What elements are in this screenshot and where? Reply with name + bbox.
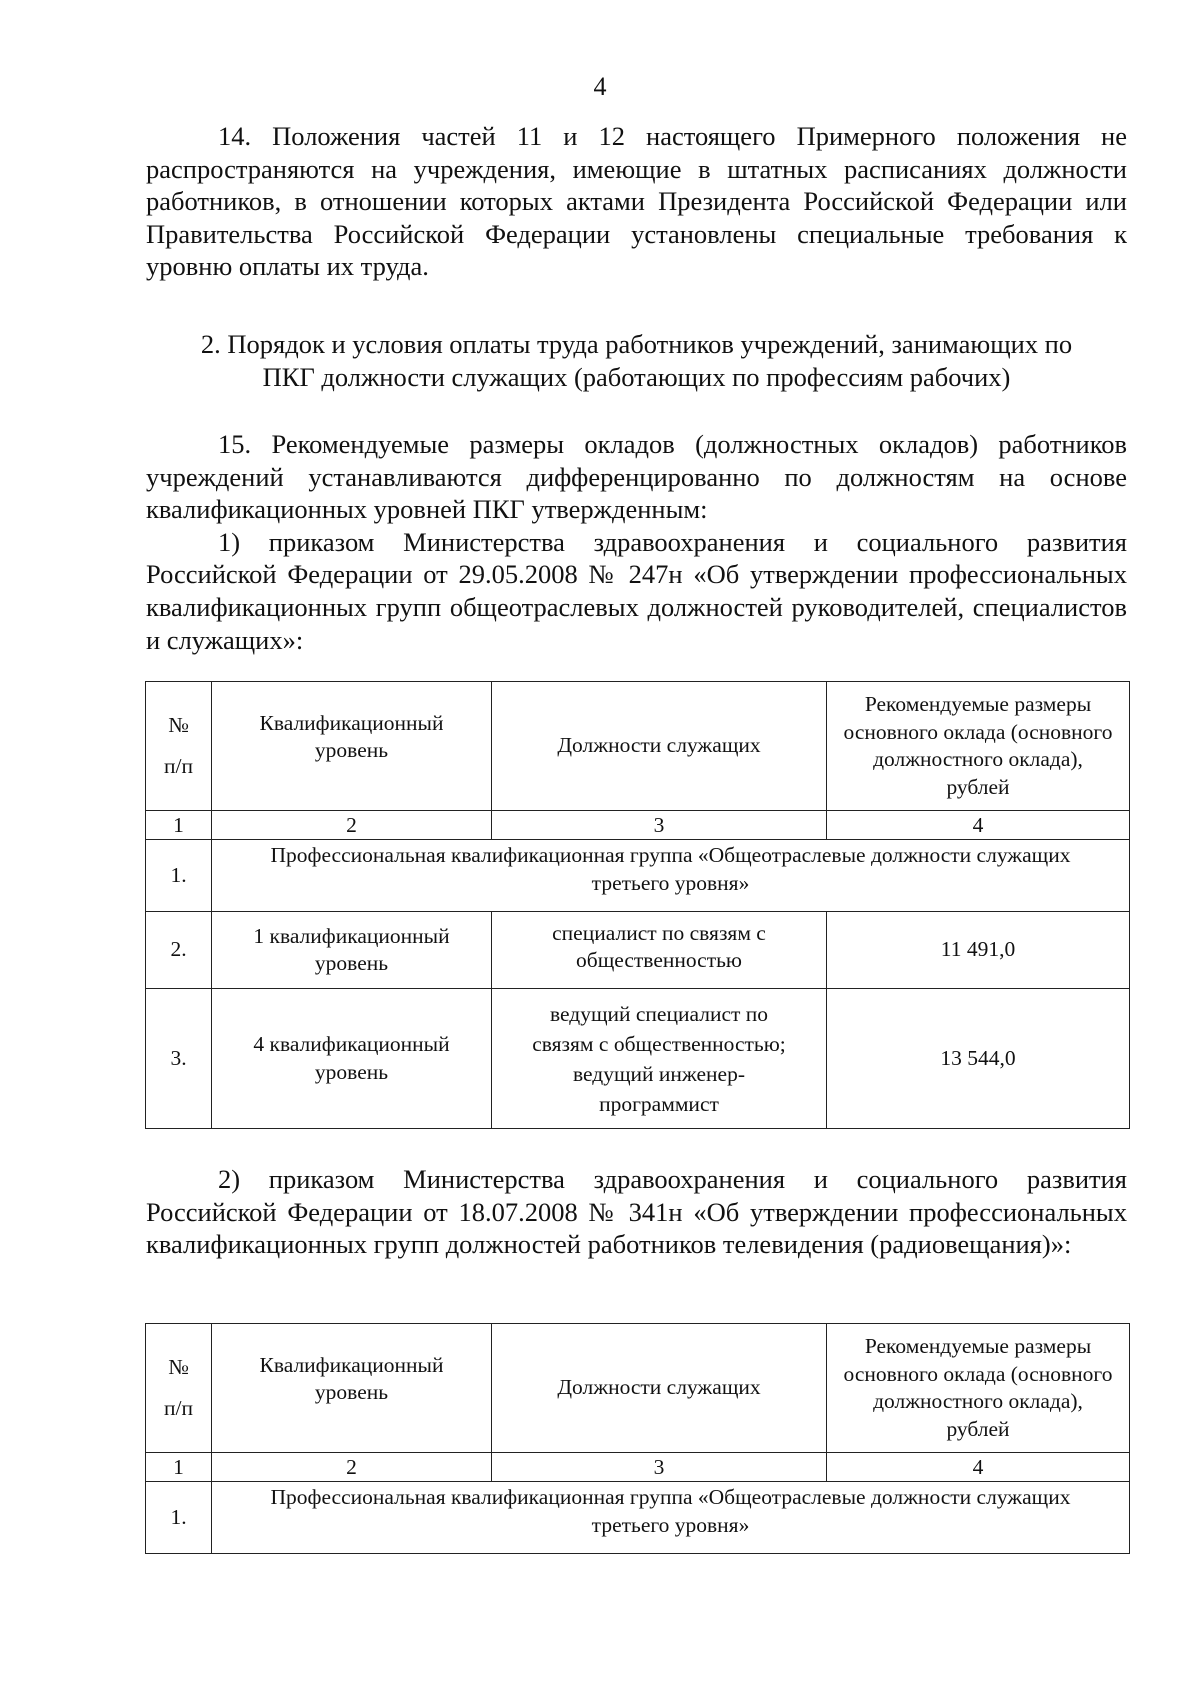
group-row-num: 1. bbox=[146, 840, 212, 912]
header-salary-cell bbox=[827, 1324, 1130, 1453]
section-heading-line-1: 2. Порядок и условия оплаты труда работников учреждений, занимающих по bbox=[200, 329, 1073, 359]
header-num-cell bbox=[146, 682, 212, 811]
column-number: 3 bbox=[492, 1453, 827, 1482]
header-num-symbol: № bbox=[168, 712, 189, 737]
group-row-text-cell bbox=[212, 840, 1130, 912]
column-number: 4 bbox=[827, 811, 1130, 840]
row-positions-cell bbox=[492, 989, 827, 1129]
header-level-cell bbox=[212, 682, 492, 811]
header-num-abbr: п/п bbox=[164, 1396, 193, 1420]
column-number: 2 bbox=[212, 1453, 492, 1482]
header-num-cell bbox=[146, 1324, 212, 1453]
table-row bbox=[146, 912, 1130, 989]
table-row bbox=[146, 989, 1130, 1129]
table-header-row bbox=[146, 682, 1130, 811]
column-number: 2 bbox=[212, 811, 492, 840]
header-positions: Должности служащих bbox=[557, 1375, 761, 1400]
header-num-abbr: п/п bbox=[164, 754, 193, 778]
paragraph-15 bbox=[146, 428, 1127, 656]
salary-table-1 bbox=[145, 681, 1130, 1129]
header-positions-cell bbox=[492, 1324, 827, 1453]
row-num: 3. bbox=[146, 989, 212, 1129]
salary-table-2 bbox=[145, 1323, 1130, 1554]
header-positions-cell bbox=[492, 682, 827, 811]
column-numbers-row bbox=[146, 811, 1130, 840]
paragraph-15-text: 15. Рекомендуемые размеры окладов (должностных окладов) работников учреждений устанавливаются дифференцированно по должностям на основе квалификационных уровней ПКГ утвержденным: bbox=[146, 429, 1127, 525]
row-positions-cell bbox=[492, 912, 827, 989]
column-number: 1 bbox=[146, 811, 212, 840]
group-row-num: 1. bbox=[146, 1482, 212, 1554]
paragraph-14 bbox=[146, 120, 1127, 283]
header-salary: Рекомендуемые размеры основного оклада (основного должностного оклада), рублей bbox=[843, 1334, 1113, 1441]
row-salary: 11 491,0 bbox=[827, 912, 1130, 989]
paragraph-15-item-1: 1) приказом Министерства здравоохранения и социального развития Российской Федерации от 29.05.2008 № 247н «Об утверждении профессиональных квалификационных групп общеотраслевых должностей руководителей, специалистов и служащих»: bbox=[146, 526, 1127, 655]
section-heading bbox=[146, 328, 1127, 393]
group-row bbox=[146, 840, 1130, 912]
page-number: 4 bbox=[593, 72, 607, 101]
column-number: 4 bbox=[827, 1453, 1130, 1482]
header-level: Квалификационный уровень bbox=[259, 710, 444, 762]
header-salary: Рекомендуемые размеры основного оклада (основного должностного оклада), рублей bbox=[843, 692, 1113, 799]
paragraph-15-item-2-block bbox=[146, 1163, 1127, 1261]
group-row-text: Профессиональная квалификационная группа «Общеотраслевые должности служащих третьего уровня» bbox=[270, 1485, 1071, 1537]
row-positions: ведущий специалист по связям с общественностью; ведущий инженер-программист bbox=[532, 1001, 786, 1116]
row-positions: специалист по связям с общественностью bbox=[552, 920, 766, 972]
section-heading-line-2: ПКГ должности служащих (работающих по профессиям рабочих) bbox=[262, 361, 1011, 392]
group-row-text-cell bbox=[212, 1482, 1130, 1554]
row-level: 1 квалификационный уровень bbox=[253, 923, 450, 975]
row-salary: 13 544,0 bbox=[827, 989, 1130, 1129]
header-positions: Должности служащих bbox=[557, 733, 761, 758]
paragraph-15-item-2: 2) приказом Министерства здравоохранения и социального развития Российской Федерации от 18.07.2008 № 341н «Об утверждении профессиональных квалификационных групп должностей работников телевидения (радиовещания)»: bbox=[146, 1164, 1127, 1260]
group-row-text: Профессиональная квалификационная группа «Общеотраслевые должности служащих третьего уровня» bbox=[270, 843, 1071, 895]
column-numbers-row bbox=[146, 1453, 1130, 1482]
header-level: Квалификационный уровень bbox=[259, 1352, 444, 1404]
column-number: 3 bbox=[492, 811, 827, 840]
header-num-symbol: № bbox=[168, 1354, 189, 1379]
table-header-row bbox=[146, 1324, 1130, 1453]
header-level-cell bbox=[212, 1324, 492, 1453]
group-row bbox=[146, 1482, 1130, 1554]
row-level: 4 квалификационный уровень bbox=[253, 1032, 450, 1084]
row-level-cell bbox=[212, 989, 492, 1129]
column-number: 1 bbox=[146, 1453, 212, 1482]
paragraph-14-text: 14. Положения частей 11 и 12 настоящего Примерного положения не распространяются на учреждения, имеющие в штатных расписаниях должности работников, в отношении которых актами Президента Российской Федерации или Правительства Российской Федерации установлены специальные требования к уровню оплаты их труда. bbox=[146, 121, 1127, 282]
row-num: 2. bbox=[146, 912, 212, 989]
header-salary-cell bbox=[827, 682, 1130, 811]
row-level-cell bbox=[212, 912, 492, 989]
